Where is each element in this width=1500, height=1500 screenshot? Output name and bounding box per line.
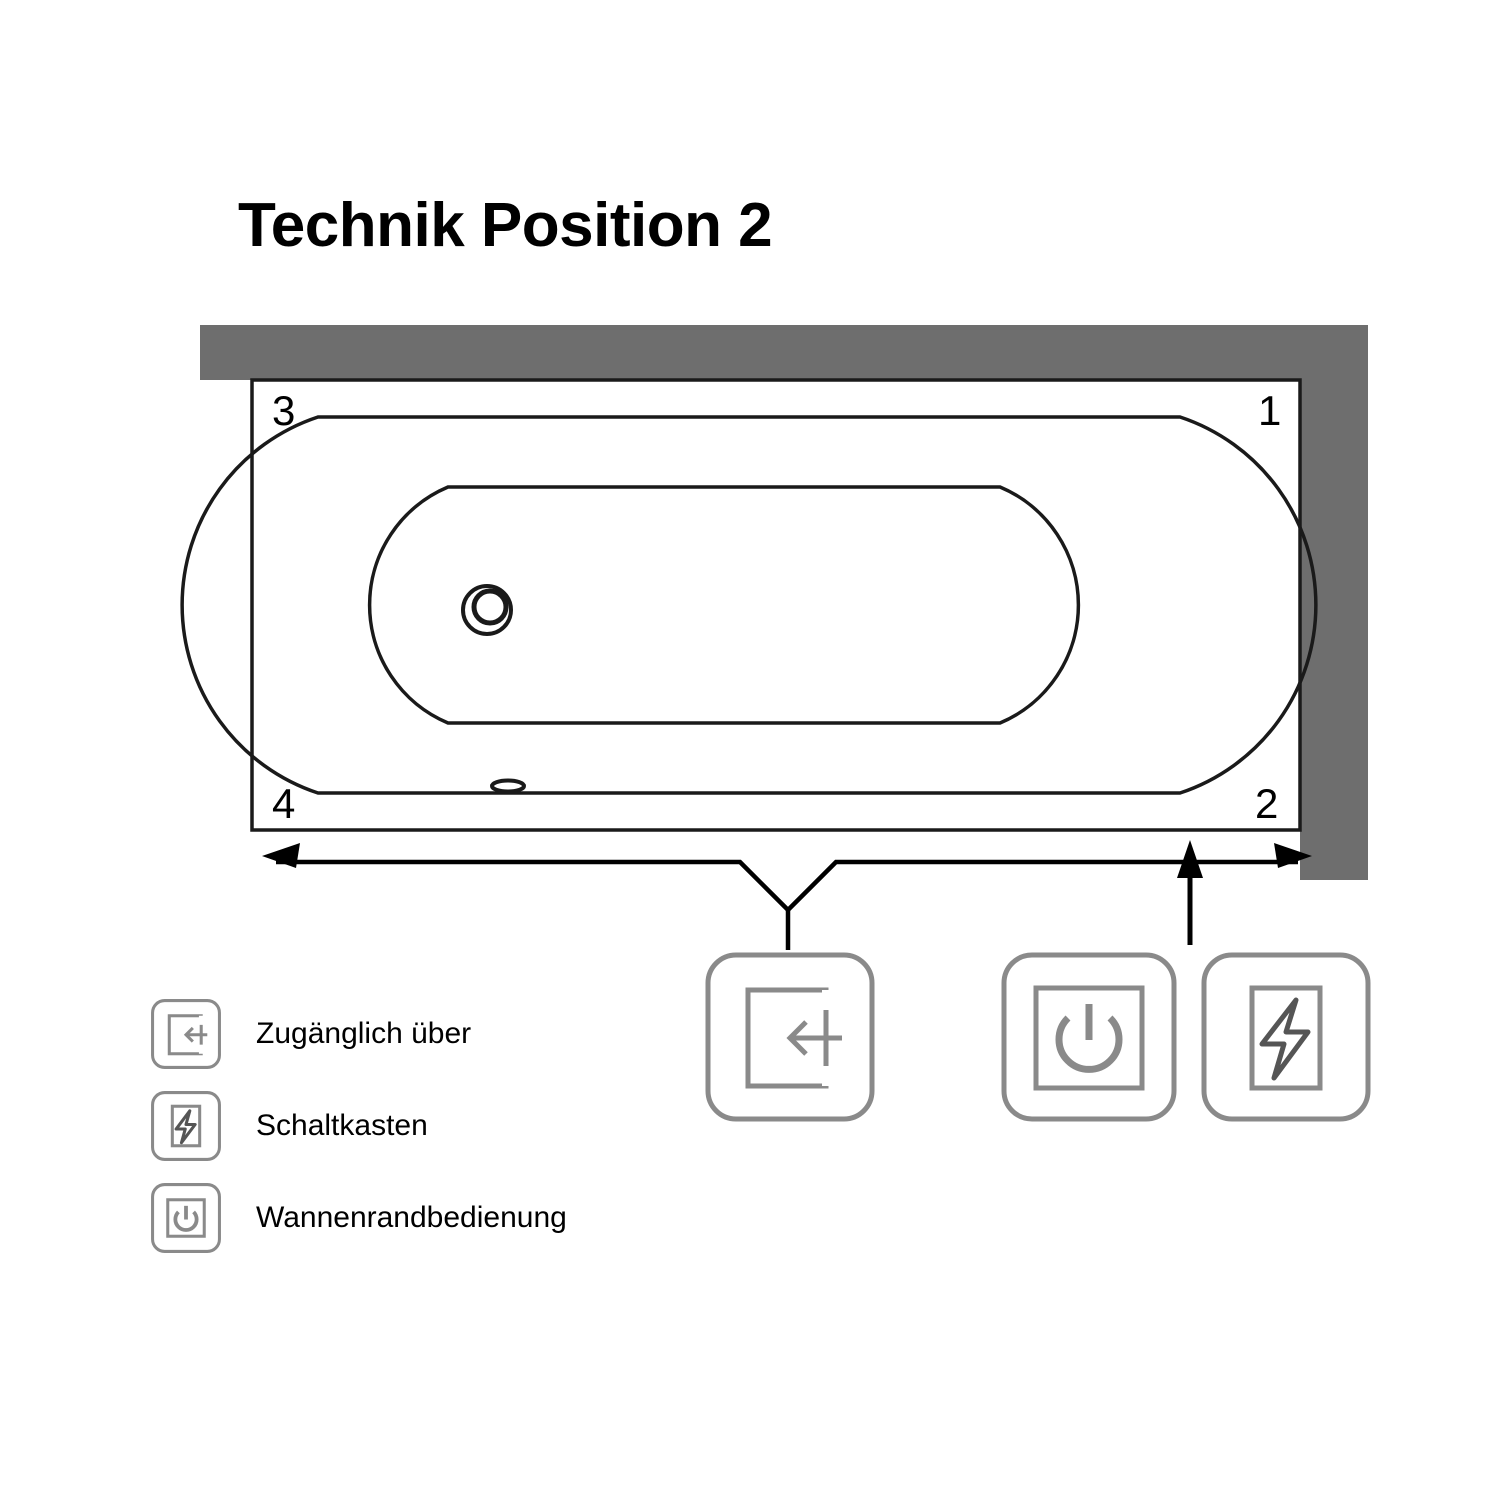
access-callout-leader xyxy=(276,862,1298,910)
legend-label-switchbox: Schaltkasten xyxy=(256,1109,428,1142)
legend-label-access: Zugänglich über xyxy=(256,1017,472,1050)
power-button-icon xyxy=(148,1180,224,1256)
corner-label-2: 2 xyxy=(1255,780,1279,827)
tub-outer-rim xyxy=(252,380,1300,830)
legend-item-switchbox xyxy=(148,1082,748,1170)
corner-label-4: 4 xyxy=(272,780,296,827)
legend xyxy=(148,990,748,1266)
door-access-icon xyxy=(148,996,224,1072)
legend-label-control: Wannenrandbedienung xyxy=(256,1201,567,1234)
legend-item-control xyxy=(148,1174,748,1262)
page-title: Technik Position 2 xyxy=(238,191,773,260)
control-callout-icon[interactable] xyxy=(1004,955,1174,1119)
switchbox-callout-icon[interactable] xyxy=(1204,955,1368,1119)
legend-item-access xyxy=(148,990,748,1078)
corner-label-3: 3 xyxy=(272,387,296,434)
control-callout-leader xyxy=(1177,840,1203,945)
lightning-box-icon xyxy=(148,1088,224,1164)
corner-label-1: 1 xyxy=(1258,387,1282,434)
